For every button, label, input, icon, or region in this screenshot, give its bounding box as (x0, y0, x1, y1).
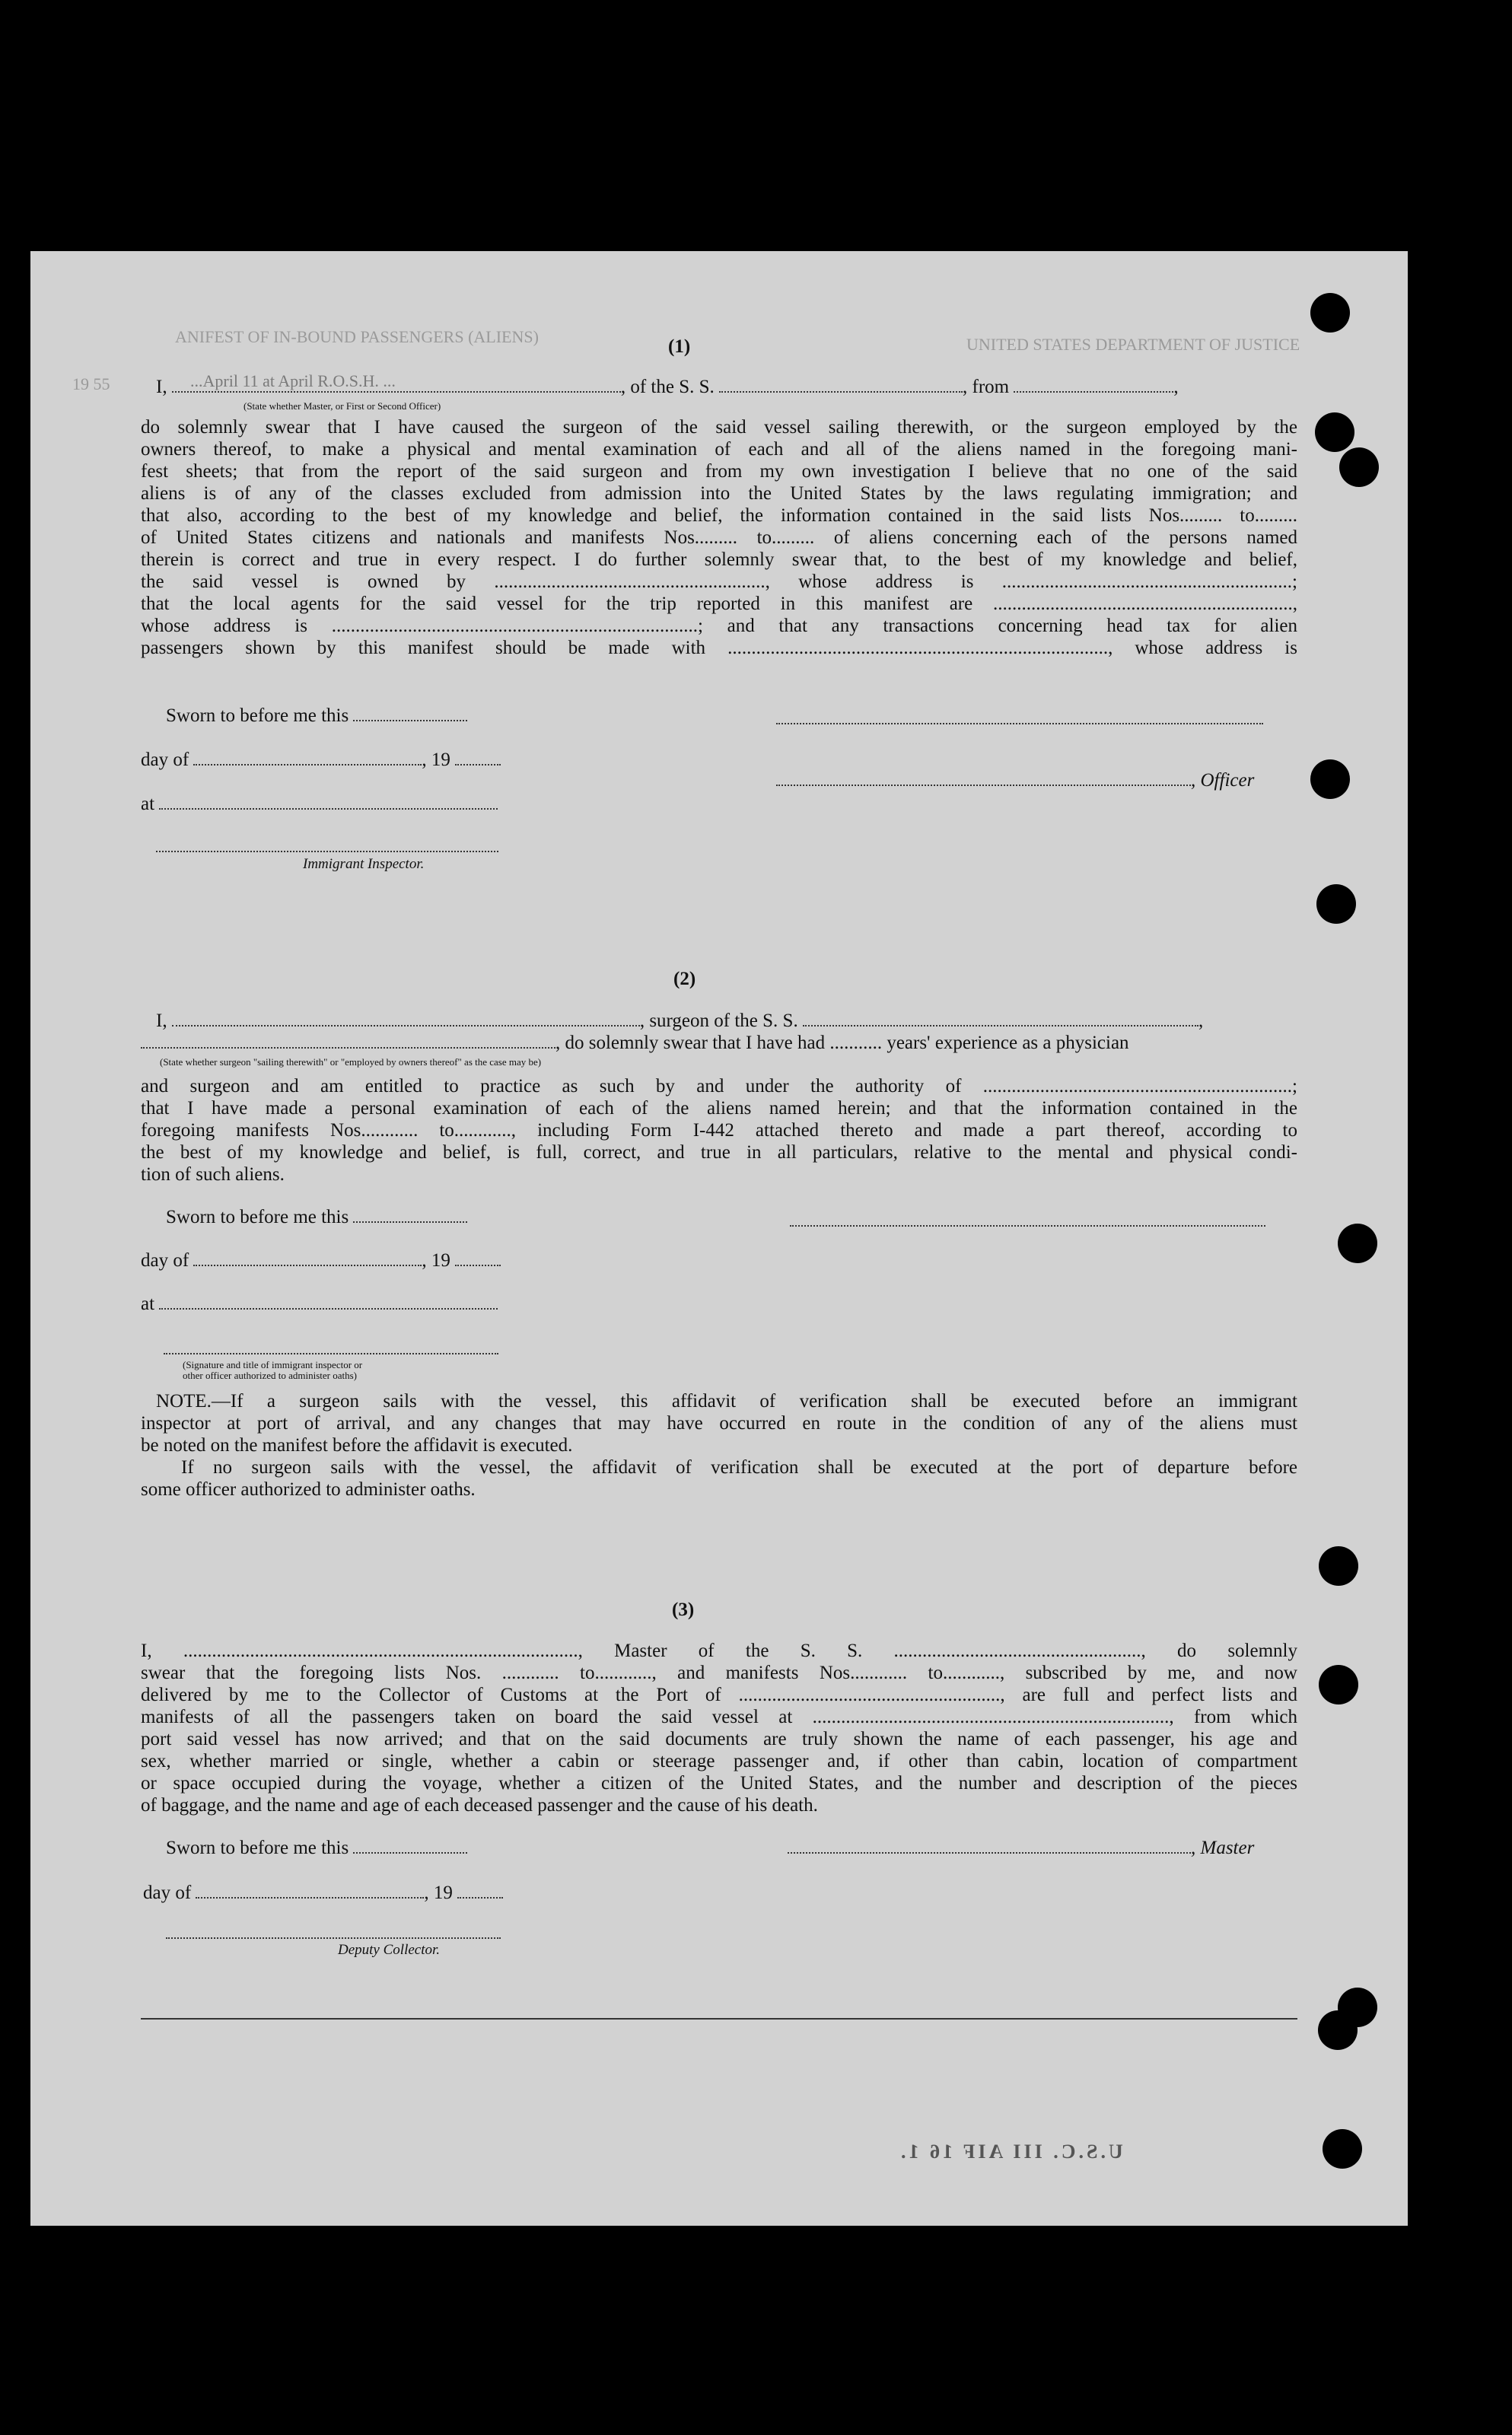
oath-line: I, ..................................................................................., Master of the S. S. ...................................................., do solemnly (141, 1641, 1297, 1661)
section-2-line-end: , (1198, 1011, 1204, 1031)
day-field-2[interactable] (193, 1251, 422, 1266)
oath-line: that I have made a personal examination of each of the aliens named herein; and that the information contained in the (141, 1098, 1297, 1119)
note2-line-2: some officer authorized to administer oaths. (141, 1479, 476, 1500)
handwritten-entry: ...April 11 at April R.O.S.H. ... (190, 371, 396, 390)
officer-signature-top-line[interactable] (776, 723, 1263, 724)
oath-line: the best of my knowledge and belief, is full, correct, and true in all particulars, relative to the mental and physical condi- (141, 1142, 1297, 1163)
master-label: , Master (1191, 1838, 1255, 1858)
section-1-day (141, 750, 501, 771)
oath-line: whose address is .............................................................................; and that any transactions concerning head tax for alien (141, 616, 1297, 636)
note2-line-1: If no surgeon sails with the vessel, the affidavit of verification shall be executed at the port of departure before (181, 1457, 1297, 1478)
year-label: , 19 (422, 750, 450, 770)
section-1-officer (776, 770, 1254, 791)
punch-hole (1319, 1546, 1358, 1586)
section-3-master (788, 1838, 1254, 1859)
day-field-3[interactable] (196, 1883, 424, 1899)
section-1-at (141, 794, 498, 815)
section-3-day (143, 1883, 503, 1904)
surgeon-type-field[interactable] (141, 1033, 555, 1049)
at-label-2: at (141, 1294, 155, 1314)
oath-line: swear that the foregoing lists Nos. ............ to............, and manifests Nos............ to............, subscribed by me, and now (141, 1663, 1297, 1683)
section-3-heading: (3) (672, 1599, 695, 1620)
officer-signature-field[interactable] (776, 771, 1191, 786)
section-2-line-2 (141, 1033, 1129, 1054)
surgeon-name-field[interactable] (172, 1011, 640, 1027)
oath-line: do solemnly swear that I have caused the surgeon of the said vessel sailing therewith, or the surgeon employed by the (141, 417, 1297, 438)
punch-hole (1318, 2010, 1358, 2050)
oath-line: that also, according to the best of my knowledge and belief, the information contained in the said lists Nos......... to......... (141, 505, 1297, 526)
master-caption: (State whether Master, or First or Second Officer) (244, 400, 441, 412)
section-1-i-label: I, (156, 377, 167, 397)
day-of-label-3: day of (143, 1883, 192, 1903)
vessel-name-field[interactable] (719, 377, 963, 393)
oath-line: or space occupied during the voyage, whether a citizen of the United States, and the number and description of the pieces (141, 1773, 1297, 1794)
officer-label: , Officer (1191, 770, 1255, 791)
bleed-through-number: 19 55 (72, 374, 110, 393)
oath-line: foregoing manifests Nos............ to............, including Form I-442 attached thereto and made a part thereof, according to (141, 1120, 1297, 1141)
signature-caption-1: (Signature and title of immigrant inspector or (183, 1359, 363, 1370)
section-2-day (141, 1250, 501, 1272)
oath-line: delivered by me to the Collector of Customs at the Port of ......................................................., are full and perfect lists and (141, 1685, 1297, 1705)
signature-caption-2: other officer authorized to administer oaths) (183, 1370, 357, 1381)
oath-line: port said vessel has now arrived; and that on the said documents are truly shown the name of each passenger, his age and (141, 1729, 1297, 1749)
section-1-line-end: , (1173, 377, 1179, 397)
oath-line: sex, whether married or single, whether a cabin or steerage passenger and, if other than cabin, location of compartment (141, 1751, 1297, 1771)
oath-line-last: of baggage, and the name and age of each deceased passenger and the cause of his death. (141, 1795, 818, 1816)
from-port-field[interactable] (1014, 377, 1173, 393)
surgeon-oath-label: , do solemnly swear that I have had ........... years' experience as a physician (555, 1033, 1129, 1053)
punch-hole (1319, 1665, 1358, 1704)
sworn-label-3: Sworn to before me this (166, 1838, 349, 1858)
sworn-field[interactable] (353, 706, 467, 721)
oath-line: of United States citizens and nationals and manifests Nos......... to......... of aliens concerning each of the persons named (141, 527, 1297, 548)
punch-hole (1323, 2129, 1362, 2169)
inspector-caption: Immigrant Inspector. (303, 856, 425, 872)
faded-stamp: U.S.C. III AIF 16 1. (898, 2141, 1123, 2163)
punch-hole (1310, 759, 1350, 799)
year-label-2: , 19 (422, 1250, 450, 1271)
section-2-at (141, 1294, 498, 1315)
section-1-from-label: , from (963, 377, 1010, 397)
oath-line: passengers shown by this manifest should be made with ................................................................................, whose address is (141, 638, 1297, 658)
day-of-label-2: day of (141, 1250, 189, 1271)
bleed-through-title: ANIFEST OF IN-BOUND PASSENGERS (ALIENS) (175, 327, 539, 346)
section-2-i-label: I, (156, 1011, 167, 1031)
deputy-collector-signature-line[interactable] (166, 1937, 501, 1939)
year-label-3: , 19 (424, 1883, 453, 1903)
note-line-3: be noted on the manifest before the affidavit is executed. (141, 1435, 573, 1456)
year-field-2[interactable] (455, 1251, 501, 1266)
year-field[interactable] (455, 750, 501, 766)
punch-hole (1338, 1224, 1377, 1263)
punch-hole (1339, 447, 1379, 487)
day-of-label: day of (141, 750, 189, 770)
sworn-field-3[interactable] (353, 1838, 467, 1854)
oath-line: the said vessel is owned by ........................................................., whose address is .............................................................; (141, 571, 1297, 592)
surgeon-of-ss-label: , surgeon of the S. S. (639, 1011, 798, 1031)
sworn-label-2: Sworn to before me this (166, 1207, 349, 1227)
punch-hole (1315, 412, 1354, 452)
bottom-rule (141, 2018, 1297, 2020)
sworn-field-2[interactable] (353, 1208, 467, 1223)
oath-line-last: tion of such aliens. (141, 1164, 285, 1185)
section-1-sworn (166, 705, 467, 727)
section-2-sworn (166, 1207, 467, 1228)
section-2-heading: (2) (673, 969, 696, 989)
inspector-signature-line[interactable] (156, 851, 498, 852)
note-line-2: inspector at port of arrival, and any changes that may have occurred en route in the condition of any of the aliens must (141, 1413, 1297, 1434)
surgeon-signature-line[interactable] (790, 1225, 1265, 1227)
oath-line: manifests of all the passengers taken on board the said vessel at ..........................................................................., from which (141, 1707, 1297, 1727)
oath-line: aliens is of any of the classes excluded from admission into the United States by the laws regulating immigration; and (141, 483, 1297, 504)
master-signature-field[interactable] (788, 1838, 1191, 1854)
section-1-of-ss-label: , of the S. S. (620, 377, 715, 397)
year-field-3[interactable] (457, 1883, 503, 1899)
oath-line: fest sheets; that from the report of the said surgeon and from my own investigation I believe that no one of the said (141, 461, 1297, 482)
punch-hole (1316, 884, 1356, 924)
oath-line: owners thereof, to make a physical and mental examination of each and all of the aliens named in the foregoing mani- (141, 439, 1297, 460)
section-2-line-1 (156, 1011, 1297, 1032)
punch-hole (1310, 293, 1350, 333)
bleed-through-department: UNITED STATES DEPARTMENT OF JUSTICE (966, 335, 1300, 354)
deputy-collector-caption: Deputy Collector. (338, 1942, 441, 1958)
sworn-label: Sworn to before me this (166, 705, 349, 726)
section-1-heading: (1) (668, 336, 691, 357)
oath-line: therein is correct and true in every respect. I do further solemnly swear that, to the best of my knowledge and belief, (141, 549, 1297, 570)
at-field[interactable] (159, 794, 498, 810)
at-label: at (141, 794, 155, 814)
oath-line: and surgeon and am entitled to practice as such by and under the authority of .................................................................; (141, 1076, 1297, 1097)
at-field-2[interactable] (159, 1294, 498, 1310)
form-page (30, 251, 1408, 2226)
oath-line: that the local agents for the said vessel for the trip reported in this manifest are ..............................................................., (141, 594, 1297, 614)
section-3-sworn (166, 1838, 467, 1859)
day-field[interactable] (193, 750, 422, 766)
administering-officer-signature-line[interactable] (164, 1353, 498, 1354)
surgeon-caption: (State whether surgeon "sailing therewith" or "employed by owners thereof" as the case may be) (160, 1056, 542, 1068)
surgeon-vessel-field[interactable] (803, 1011, 1198, 1027)
note-line-1: NOTE.—If a surgeon sails with the vessel, this affidavit of verification shall be executed before an immigrant (156, 1391, 1297, 1412)
